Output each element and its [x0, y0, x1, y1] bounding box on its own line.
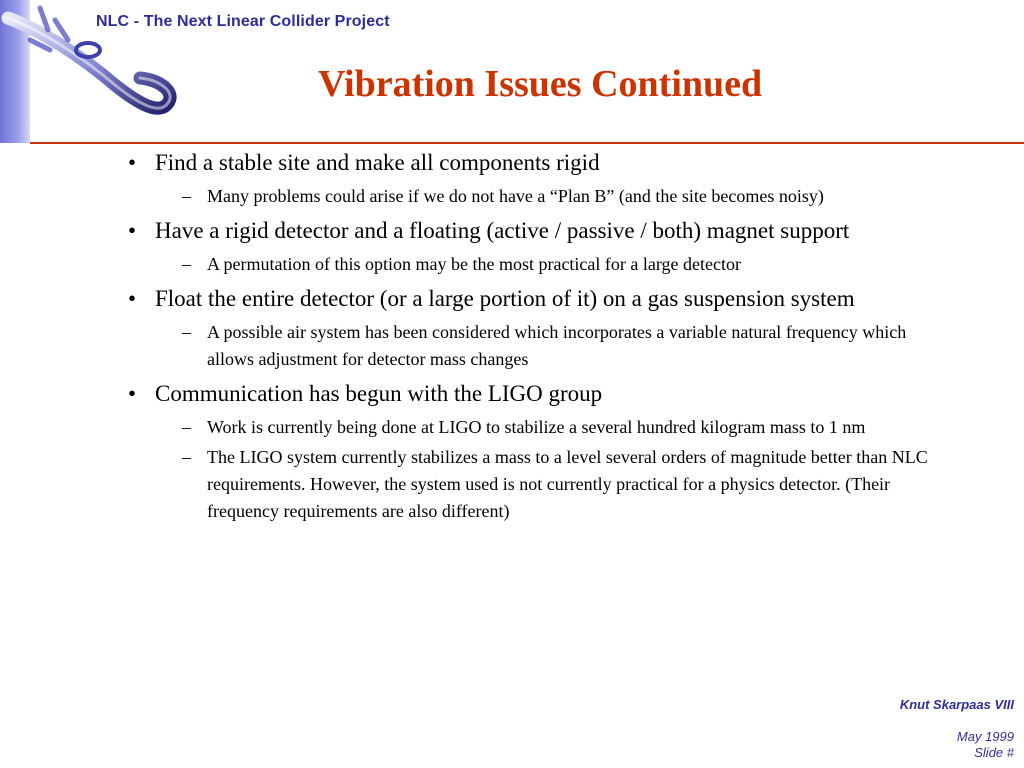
bullet-marker: •: [128, 286, 137, 311]
bullet-text: Communication has begun with the LIGO group: [155, 381, 603, 406]
sub-bullet-text: Work is currently being done at LIGO to stabilize a several hundred kilogram mass to 1 nm: [207, 417, 866, 437]
bullet-marker: •: [128, 150, 137, 175]
sub-bullet-item: [182, 414, 950, 441]
sub-bullet-marker: –: [182, 447, 191, 467]
sub-bullet-item: [182, 251, 950, 278]
bullet-item: [124, 214, 950, 248]
bullet-marker: •: [128, 218, 137, 243]
sub-bullet-marker: –: [182, 186, 191, 206]
sub-bullet-marker: –: [182, 254, 191, 274]
sub-bullet-text: Many problems could arise if we do not have a “Plan B” (and the site becomes noisy): [207, 186, 824, 206]
sub-bullet-item: [182, 319, 950, 373]
sub-bullet-marker: –: [182, 322, 191, 342]
bullet-text: Have a rigid detector and a floating (active / passive / both) magnet support: [155, 218, 850, 243]
bullet-group: [124, 282, 950, 373]
project-title: NLC - The Next Linear Collider Project: [96, 13, 390, 30]
bullet-marker: •: [128, 381, 137, 406]
slide-title: Vibration Issues Continued: [318, 63, 763, 105]
bullet-item: [124, 282, 950, 316]
footer-author: Knut Skarpaas VIII: [899, 697, 1014, 712]
bullet-group: [124, 377, 950, 525]
sub-bullet-text: The LIGO system currently stabilizes a mass to a level several orders of magnitude better than NLC requirements. However, the system used is not currently practical for a physics detector. (Their frequency requirements are also different): [207, 447, 928, 521]
sub-bullet-marker: –: [182, 417, 191, 437]
footer-date: May 1999: [956, 729, 1014, 744]
bullet-text: Find a stable site and make all components rigid: [155, 150, 600, 175]
bullet-text: Float the entire detector (or a large portion of it) on a gas suspension system: [155, 286, 855, 311]
bullet-item: [124, 377, 950, 411]
bullet-item: [124, 146, 950, 180]
slide-body: [124, 146, 950, 529]
sub-bullet-text: A permutation of this option may be the most practical for a large detector: [207, 254, 742, 274]
sub-bullet-item: [182, 183, 950, 210]
sub-bullet-text: A possible air system has been considered which incorporates a variable natural frequency which allows adjustment for detector mass changes: [207, 322, 907, 369]
sub-bullet-item: [182, 444, 950, 525]
title-divider: [30, 142, 1024, 144]
bullet-group: [124, 146, 950, 210]
footer-slide-number: Slide #: [974, 745, 1014, 760]
bullet-group: [124, 214, 950, 278]
